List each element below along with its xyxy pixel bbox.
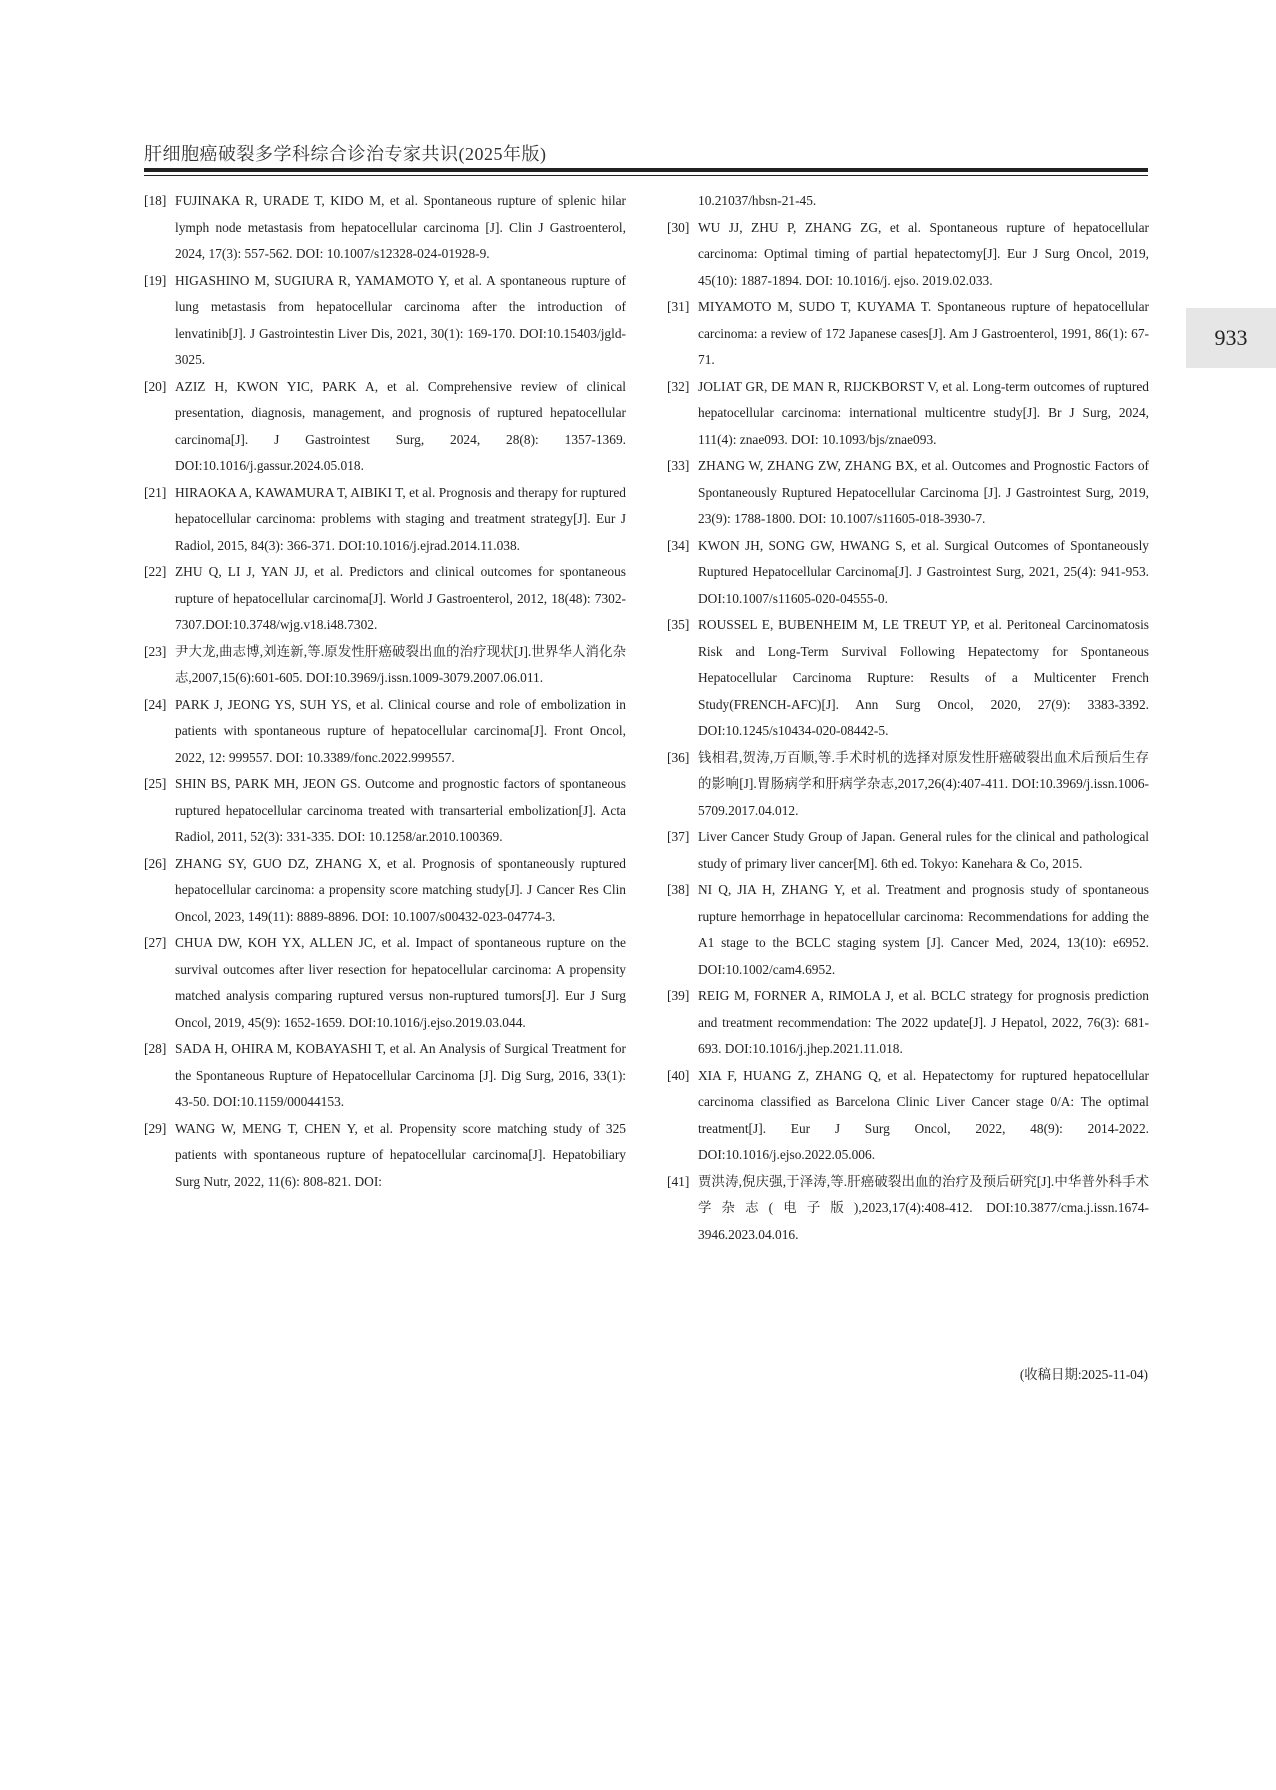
reference-number: [18] [144,193,167,208]
reference-item [667,1063,1149,1169]
reference-item [144,480,626,560]
received-date: (收稿日期:2025-11-04) [1019,1367,1148,1382]
reference-text: ZHANG SY, GUO DZ, ZHANG X, et al. Prognosis of spontaneously ruptured hepatocellular carcinoma: a propensity score matching study[J]. J Cancer Res Clin Oncol, 2023, 149(11): 8889-8896. DOI: 10.1007/s00432-023-04774-3. [175,855,626,924]
reference-number: [23] [144,643,167,659]
reference-number: [22] [144,564,167,579]
reference-item [144,692,626,772]
reference-text: SHIN BS, PARK MH, JEON GS. Outcome and prognostic factors of spontaneous ruptured hepatocellular carcinoma treated with transarterial embolization[J]. Acta Radiol, 2011, 52(3): 331-335. DOI: 10.1258/ar.2010.100369. [175,776,626,844]
reference-number: [39] [667,988,690,1003]
reference-text: CHUA DW, KOH YX, ALLEN JC, et al. Impact of spontaneous rupture on the survival outcomes after liver resection for hepatocellular carcinoma: A propensity matched analysis comparing ruptured versus non-ruptured tumors[J]. Eur J Surg Oncol, 2019, 45(9): 1652-1659. DOI:10.1016/j.ejso.2019.03.044. [175,935,626,1030]
reference-text: ROUSSEL E, BUBENHEIM M, LE TREUT YP, et al. Peritoneal Carcinomatosis Risk and Long-Term Survival Following Hepatectomy for Spontaneous Hepatocellular Carcinoma Rupture: Results of a Multicenter French Study(FRENCH-AFC)[J]. Ann Surg Oncol, 2020, 27(9): 3383-3392. DOI:10.1245/s10434-020-08442-5. [698,617,1149,738]
reference-column-left [144,188,626,1195]
reference-text: SADA H, OHIRA M, KOBAYASHI T, et al. An Analysis of Surgical Treatment for the Spontaneous Rupture of Hepatocellular Carcinoma [J]. Dig Surg, 2016, 33(1): 43-50. DOI:10.1159/00044153. [175,1041,626,1109]
reference-text: REIG M, FORNER A, RIMOLA J, et al. BCLC strategy for prognosis prediction and treatment recommendation: The 2022 update[J]. J Hepatol, 2022, 76(3): 681-693. DOI:10.1016/j.jhep.2021.11.018. [698,988,1149,1056]
reference-item [144,1036,626,1116]
reference-text: Liver Cancer Study Group of Japan. General rules for the clinical and pathological study of primary liver cancer[M]. 6th ed. Tokyo: Kanehara & Co, 2015. [698,829,1149,871]
reference-number: [29] [144,1120,167,1136]
reference-item [144,268,626,374]
reference-item [667,824,1149,877]
reference-number: [40] [667,1067,690,1083]
page-number: 933 [1214,325,1248,350]
reference-continuation [667,188,1149,215]
reference-text: NI Q, JIA H, ZHANG Y, et al. Treatment and prognosis study of spontaneous rupture hemorrhage in hepatocellular carcinoma: Recommendations for adding the A1 stage to the BCLC staging system [J]. Cancer Med, 2024, 13(10): e6952. DOI:10.1002/cam4.6952. [698,882,1149,977]
page-number-tab [1186,308,1276,368]
reference-number: [36] [667,749,690,765]
reference-number: [28] [144,1041,167,1056]
reference-text: AZIZ H, KWON YIC, PARK A, et al. Comprehensive review of clinical presentation, diagnosis, management, and prognosis of ruptured hepatocellular carcinoma[J]. J Gastrointest Surg, 2024, 28(8): 1357-1369. DOI:10.1016/j.gassur.2024.05.018. [175,378,626,473]
reference-item [144,559,626,639]
reference-item [144,851,626,931]
reference-item [667,1169,1149,1249]
reference-number: [21] [144,484,167,500]
reference-item [144,771,626,851]
reference-number: [33] [667,458,690,473]
reference-text: HIRAOKA A, KAWAMURA T, AIBIKI T, et al. Prognosis and therapy for ruptured hepatocellular carcinoma: problems with staging and treatment strategy[J]. Eur J Radiol, 2015, 84(3): 366-371. DOI:10.1016/j.ejrad.2014.11.038. [175,484,626,553]
reference-number: [35] [667,617,690,632]
reference-text: MIYAMOTO M, SUDO T, KUYAMA T. Spontaneous rupture of hepatocellular carcinoma: a review of 172 Japanese cases[J]. Am J Gastroenterol, 1991, 86(1): 67-71. [698,299,1149,367]
reference-text: XIA F, HUANG Z, ZHANG Q, et al. Hepatectomy for ruptured hepatocellular carcinoma classified as Barcelona Clinic Liver Cancer stage 0/A: The optimal treatment[J]. Eur J Surg Oncol, 2022, 48(9): 2014-2022. DOI:10.1016/j.ejso.2022.05.006. [698,1067,1149,1162]
reference-number: [37] [667,829,690,844]
reference-number: [24] [144,696,167,712]
reference-item [667,533,1149,613]
header-rule-thin [144,175,1148,176]
reference-item [667,877,1149,983]
reference-item [667,983,1149,1063]
reference-text: HIGASHINO M, SUGIURA R, YAMAMOTO Y, et al. A spontaneous rupture of lung metastasis from hepatocellular carcinoma after the introduction of lenvatinib[J]. J Gastrointestin Liver Dis, 2021, 30(1): 169-170. DOI:10.15403/jgld-3025. [175,272,626,367]
reference-text: JOLIAT GR, DE MAN R, RIJCKBORST V, et al. Long-term outcomes of ruptured hepatocellular carcinoma: international multicentre study[J]. Br J Surg, 2024, 111(4): znae093. DOI: 10.1093/bjs/znae093. [698,378,1149,447]
reference-item [667,612,1149,745]
reference-text: ZHU Q, LI J, YAN JJ, et al. Predictors and clinical outcomes for spontaneous rupture of hepatocellular carcinoma[J]. World J Gastroenterol, 2012, 18(48): 7302-7307.DOI:10.3748/wjg.v18.i48.7302. [175,564,626,632]
reference-number: [19] [144,272,167,288]
reference-text: FUJINAKA R, URADE T, KIDO M, et al. Spontaneous rupture of splenic hilar lymph node metastasis from hepatocellular carcinoma [J]. Clin J Gastroenterol, 2024, 17(3): 557-562. DOI: 10.1007/s12328-024-01928-9. [175,193,626,261]
reference-text: 钱相君,贺涛,万百顺,等.手术时机的选择对原发性肝癌破裂出血术后预后生存的影响[J].胃肠病学和肝病学杂志,2017,26(4):407-411. DOI:10.3969/j.issn.1006-5709.2017.04.012. [698,749,1149,818]
reference-text: WANG W, MENG T, CHEN Y, et al. Propensity score matching study of 325 patients with spontaneous rupture of hepatocellular carcinoma[J]. Hepatobiliary Surg Nutr, 2022, 11(6): 808-821. DOI: [175,1120,626,1189]
reference-text: 贾洪涛,倪庆强,于泽涛,等.肝癌破裂出血的治疗及预后研究[J].中华普外科手术学杂志(电子版),2023,17(4):408-412. DOI:10.3877/cma.j.issn.1674-3946.2023.04.016. [698,1173,1149,1242]
reference-text: KWON JH, SONG GW, HWANG S, et al. Surgical Outcomes of Spontaneously Ruptured Hepatocellular Carcinoma[J]. J Gastrointest Surg, 2021, 25(4): 941-953. DOI:10.1007/s11605-020-04555-0. [698,537,1149,606]
reference-item [667,294,1149,374]
reference-number: [38] [667,882,690,897]
reference-text: 10.21037/hbsn-21-45. [698,193,817,208]
reference-item [144,930,626,1036]
reference-text: ZHANG W, ZHANG ZW, ZHANG BX, et al. Outcomes and Prognostic Factors of Spontaneously Ruptured Hepatocellular Carcinoma [J]. J Gastrointest Surg, 2019, 23(9): 1788-1800. DOI: 10.1007/s11605-018-3930-7. [698,458,1149,526]
reference-number: [26] [144,855,167,871]
reference-item [144,188,626,268]
reference-number: [34] [667,537,690,553]
reference-column-right [667,188,1149,1248]
reference-number: [20] [144,378,167,394]
reference-item [667,453,1149,533]
reference-item [667,374,1149,454]
reference-number: [30] [667,219,690,235]
reference-number: [32] [667,378,690,394]
header-rule-thick [144,168,1148,172]
reference-item [144,374,626,480]
reference-text: 尹大龙,曲志博,刘连新,等.原发性肝癌破裂出血的治疗现状[J].世界华人消化杂志,2007,15(6):601-605. DOI:10.3969/j.issn.1009-3079.2007.06.011. [175,643,626,685]
running-title: 肝细胞癌破裂多学科综合诊治专家共识(2025年版) [144,144,547,164]
reference-text: WU JJ, ZHU P, ZHANG ZG, et al. Spontaneous rupture of hepatocellular carcinoma: Optimal timing of partial hepatectomy[J]. Eur J Surg Oncol, 2019, 45(10): 1887-1894. DOI: 10.1016/j. ejso. 2019.02.033. [698,219,1149,288]
reference-item [667,745,1149,825]
reference-number: [27] [144,935,167,950]
reference-text: PARK J, JEONG YS, SUH YS, et al. Clinical course and role of embolization in patients with spontaneous rupture of hepatocellular carcinoma[J]. Front Oncol, 2022, 12: 999557. DOI: 10.3389/fonc.2022.999557. [175,696,626,765]
reference-item [667,215,1149,295]
reference-number: [41] [667,1173,690,1189]
reference-number: [25] [144,776,167,791]
reference-item [144,639,626,692]
reference-number: [31] [667,299,690,314]
reference-item [144,1116,626,1196]
